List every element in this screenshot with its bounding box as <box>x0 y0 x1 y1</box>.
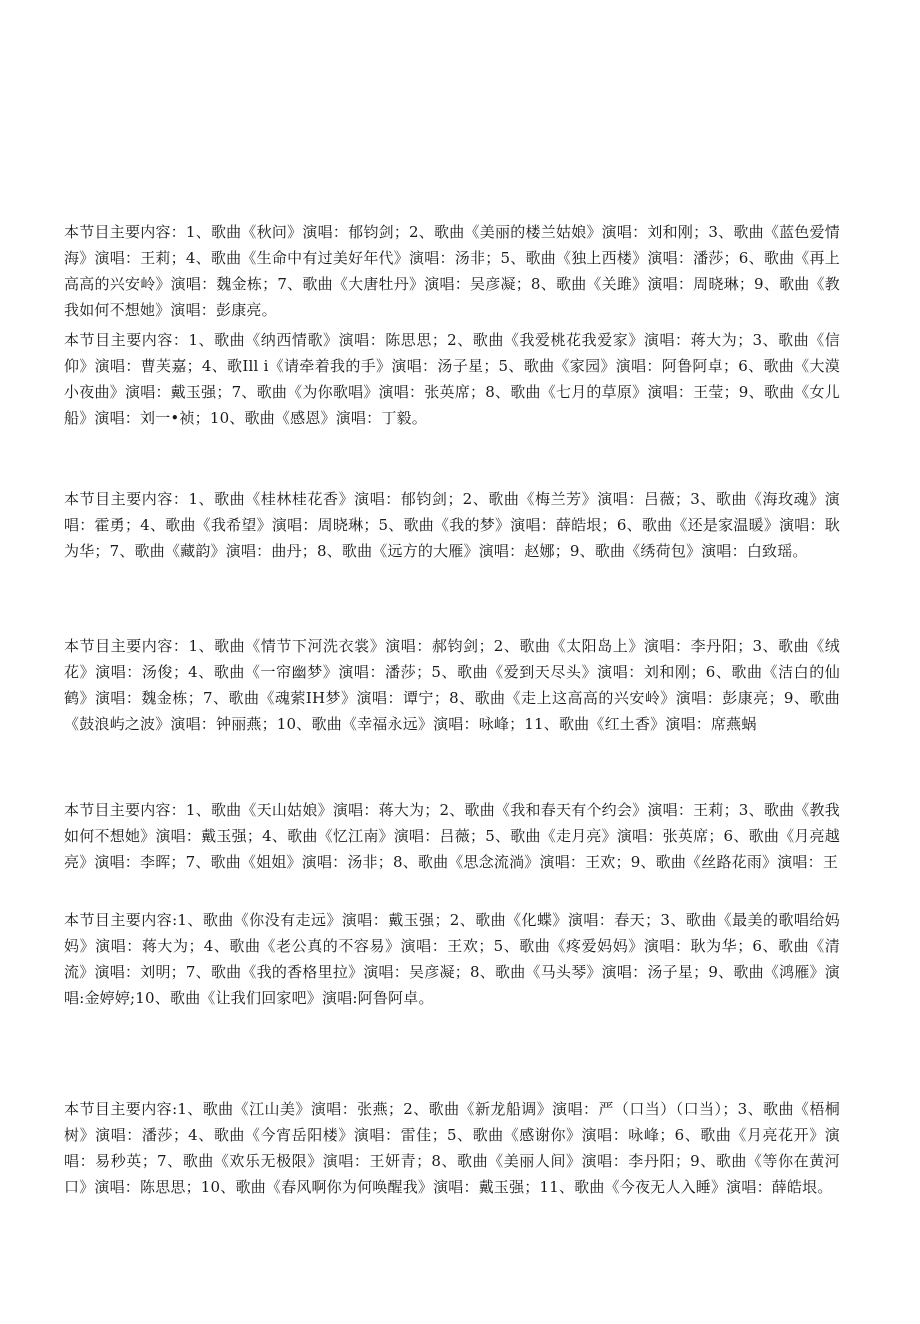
program-paragraph-2: 本节目主要内容：1、歌曲《纳西情歌》演唱：陈思思；2、歌曲《我爱桃花我爱家》演唱：蒋大为；3、歌曲《信仰》演唱：曹芙嘉；4、歌Ill i《请牵着我的手》演唱：汤子星；5、歌曲《家园》演唱：阿鲁阿卓；6、歌曲《大漠小夜曲》演唱：戴玉强；7、歌曲《为你歌唱》演唱：张英席；8、歌曲《七月的草原》演唱：王莹；9、歌曲《女儿船》演唱：刘一•祯；10、歌曲《感恩》演唱：丁毅。 <box>64 331 840 427</box>
program-paragraph-5: 本节目主要内容：1、歌曲《天山姑娘》演唱：蒋大为；2、歌曲《我和春天有个约会》演唱：王莉；3、歌曲《教我如何不想她》演唱：戴玉强；4、歌曲《忆江南》演唱：吕薇；5、歌曲《走月亮》演唱：张英席；6、歌曲《月亮越亮》演唱：李晖；7、歌曲《姐姐》演唱：汤非；8、歌曲《思念流淌》演唱：王欢；9、歌曲《丝路花雨》演唱：王 <box>64 801 840 871</box>
program-paragraph-3: 本节目主要内容：1、歌曲《桂林桂花香》演唱：郁钧剑；2、歌曲《梅兰芳》演唱：吕薇；3、歌曲《海玫魂》演唱：霍勇；4、歌曲《我希望》演唱：周晓琳；5、歌曲《我的梦》演唱：薛皓垠；6、歌曲《还是家温暖》演唱：耿为华；7、歌曲《藏韵》演唱：曲丹；8、歌曲《远方的大雁》演唱：赵娜；9、歌曲《绣荷包》演唱：白致瑶。 <box>64 490 840 560</box>
program-paragraph-1: 本节目主要内容：1、歌曲《秋问》演唱：郁钧剑；2、歌曲《美丽的楼兰姑娘》演唱：刘和刚；3、歌曲《蓝色爱情海》演唱：王莉；4、歌曲《生命中有过美好年代》演唱：汤非；5、歌曲《独上西楼》演唱：潘莎；6、歌曲《再上高高的兴安岭》演唱：魏金栋；7、歌曲《大唐牡丹》演唱：吴彦凝；8、歌曲《关雎》演唱：周晓琳；9、歌曲《教我如何不想她》演唱：彭康亮。 <box>64 223 840 319</box>
program-paragraph-7: 本节目主要内容:1、歌曲《江山美》演唱：张燕；2、歌曲《新龙船调》演唱：严（口当）（口当）；3、歌曲《梧桐树》演唱：潘莎；4、歌曲《今宵岳阳楼》演唱：雷佳；5、歌曲《感谢你》演唱：咏峰；6、歌曲《月亮花开》演唱：易秒英；7、歌曲《欢乐无极限》演唱：王妍青；8、歌曲《美丽人间》演唱：李丹阳；9、歌曲《等你在黄河口》演唱：陈思思；10、歌曲《春风啊你为何唤醒我》演唱：戴玉强；11、歌曲《今夜无人入睡》演唱：薛皓垠。 <box>64 1100 840 1196</box>
program-paragraph-4: 本节目主要内容：1、歌曲《情节下河洗衣裳》演唱：郝钧剑；2、歌曲《太阳岛上》演唱：李丹阳；3、歌曲《绒花》演唱：汤俊；4、歌曲《一帘幽梦》演唱：潘莎；5、歌曲《爱到天尽头》演唱：刘和刚；6、歌曲《洁白的仙鹤》演唱：魏金栋；7、歌曲《魂萦IH梦》演唱：谭宁；8、歌曲《走上这高高的兴安岭》演唱：彭康亮；9、歌曲《鼓浪屿之波》演唱：钟丽燕；10、歌曲《幸福永远》演唱：咏峰；11、歌曲《红土香》演唱：席燕蜗 <box>64 637 840 733</box>
program-paragraph-6: 本节目主要内容:1、歌曲《你没有走远》演唱：戴玉强；2、歌曲《化蝶》演唱：春天；3、歌曲《最美的歌唱给妈妈》演唱：蒋大为；4、歌曲《老公真的不容易》演唱：王欢；5、歌曲《疼爱妈妈》演唱：耿为华；6、歌曲《清流》演唱：刘明；7、歌曲《我的香格里拉》演唱：吴彦凝；8、歌曲《马头琴》演唱：汤子星；9、歌曲《鸿雁》演唱:金婷婷;10、歌曲《让我们回家吧》演唱:阿鲁阿卓。 <box>64 911 840 1007</box>
